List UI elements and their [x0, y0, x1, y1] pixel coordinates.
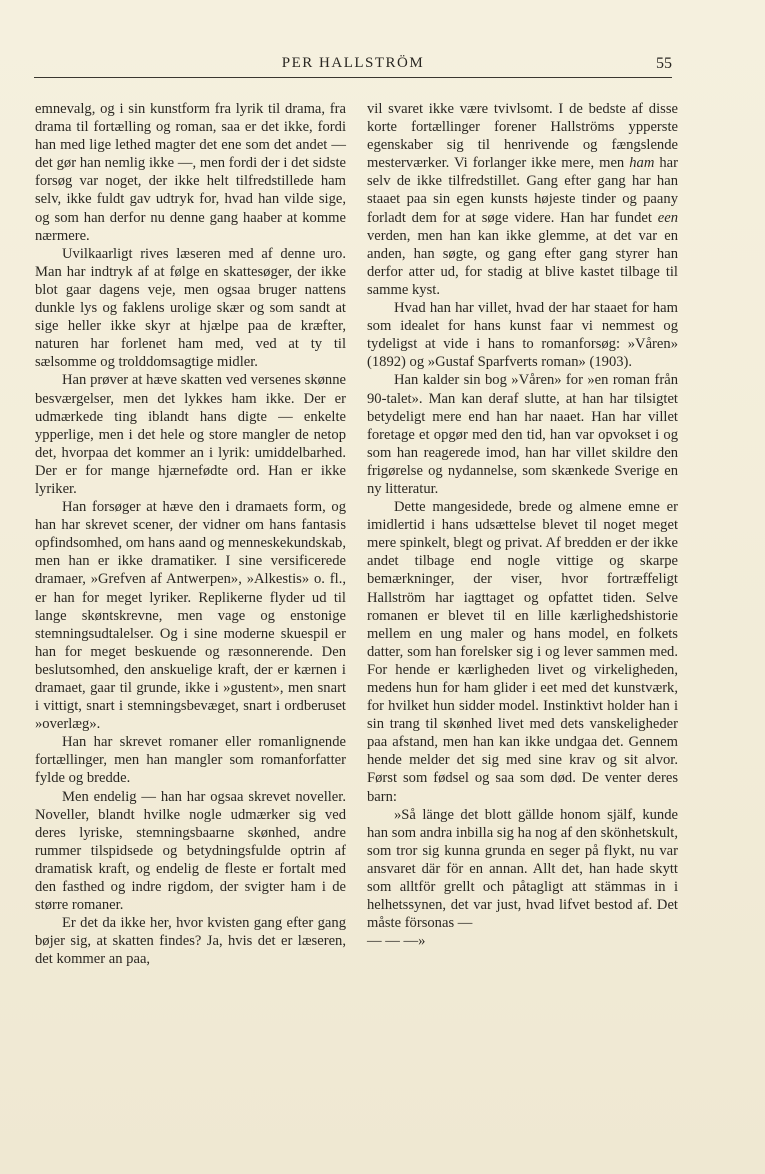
text-run: har selv de ikke tilfredstillet. Gang efter gang har han staaet paa sin egen kunsts højeste tinder og paany forladt dem for at søge videre. Han har fundet [367, 155, 678, 226]
page-number: 55 [656, 55, 672, 72]
italic-text: ham [629, 155, 655, 172]
paragraph: Han har skrevet romaner eller romanlignende fortællinger, men han mangler som romanforfatter fylde og bredde. [35, 734, 346, 787]
text-run: Dette mangesidede, brede og almene emne er imidlertid i hans udsættelse blevet til noget meget mere spinkelt, blegt og privat. Af bredden er der ikke andet tilbage end nogle vittige og skarpe bemærkninger, der viser, hvor fortræffeligt Hallström har iagttaget og opfattet tiden. Selve romanen er blevet til en lille kærlighedshistorie mellem en ung maler og hans model, en folkets datter, som han forelsker sig i og lever sammen med. For hende er kærligheden livet og virkeligheden, medens hun for ham glider i eet med det kunstværk, for hvilket hun sidder model. Instinktivt holder han i sin trang til skønhed livet med dets vanskeligheder paa afstand, men han kan ikke undgaa det. Gennem hende melder det sig med sine krav og sit alvor. Først som fødsel og saa som død. De venter deres barn: [367, 499, 678, 805]
paragraph: Uvilkaarligt rives læseren med af denne uro. Man har indtryk af at følge en skattesøger, der ikke blot gaar dagens veje, men ogsaa bruger nattens dunkle lys og faklens urolige skær og som sandt at sige heller ikke skyr at hjælpe paa de kræfter, naturen har forlenet ham med, ved at ty til sælsomme og trolddomsagtige midler. [35, 245, 346, 371]
paragraph: Men endelig — han har ogsaa skrevet noveller. Noveller, blandt hvilke nogle udmærker sig ved deres lyriske, stemningsbaarne skønhed, andre rummer tilspidsede og betydningsfulde optrin af dramatisk kraft, og endelig de fleste er fortalt med den fasthed og indre rigdom, der svigter ham i de større romaner. [35, 788, 346, 914]
paragraph [367, 932, 678, 950]
text-run: verden, men han kan ikke glemme, at det var en anden, han søgte, og gang efter gang styrer han derfor atter ud, for stadig at blive kastet tilbage til samme kyst. [367, 227, 678, 298]
paragraph [367, 299, 678, 371]
paragraph: Han prøver at hæve skatten ved versenes skønne besværgelser, men det lykkes ham ikke. Der er udmærkede ting iblandt hans digte — enkelte ypperlige, men i det hele og store mangler de netop det, hvorpaa det kommer an i lyrik: umiddelbarhed. Der er for mange hjærnefødte ord. Han er ikke lyriker. [35, 372, 346, 497]
running-title: PER HALLSTRÖM [281, 55, 425, 71]
text-run: Han kalder sin bog »Våren» for »en roman från 90-talet». Man kan deraf slutte, at han har tilsigtet betydeligt mere end han har naaet. Han har villet foretage et opgør med den tid, han var opvokset i og som han reagerede imod, han har villet skildre den frigørelse og nydannelse, som skænkede Sverige en ny litteratur. [367, 372, 678, 497]
paragraph: emnevalg, og i sin kunstform fra lyrik til drama, fra drama til fortælling og roman, saa er det ikke, fordi han med lige lethed magter det ene som det andet — det gør han nemlig ikke —, men fordi der i det sidste forsøg var noget, der ikke helt tilfredstillede ham selv, ikke fuldt gav udtryk for, hvad han vilde sige, og som han derfor nu denne gang haaber at komme nærmere. [35, 101, 346, 244]
paragraph [367, 498, 678, 806]
page-header [34, 52, 672, 78]
paragraph [367, 806, 678, 933]
header-rule [34, 77, 672, 78]
text-run: vil svaret ikke være tvivlsomt. I de bedste af disse korte fortællinger forener Hallströms ypperste egenskaber sig til henrivende og fængslende mesterværker. Vi forlanger ikke mere, men [367, 101, 678, 172]
left-column [35, 100, 346, 969]
text-run: — — —» [367, 933, 426, 950]
paragraph [367, 371, 678, 498]
right-column [367, 100, 678, 950]
paragraph: Han forsøger at hæve den i dramaets form, og han har skrevet scener, der vidner om hans fantasis opfindsomhed, om hans aand og menneskekundskab, men han er ikke dramatiker. I sine versificerede dramaer, »Grefven af Antwerpen», »Alkestis» o. fl., er han for meget lyriker. Replikerne flyder ud til lange skøntskrevne, men vage og enstonige stemningsudtalelser. Og i sine moderne skuespil er han for meget beskuende og ræsonnerende. Den beslutsomhed, den anskuelige kraft, der er kærnen i dramaet, gaar til grunde, ikke i »gustent», men snart i vittigt, snart i stemningsbevæget, snart i ordberuset »overlæg». [35, 499, 346, 733]
italic-text: een [657, 209, 678, 226]
paragraph: Er det da ikke her, hvor kvisten gang efter gang bøjer sig, at skatten findes? Ja, hvis det er læseren, det kommer an paa, [35, 915, 346, 968]
paragraph [367, 100, 678, 299]
text-run: Hvad han har villet, hvad der har staaet for ham som idealet for hans kunst faar vi nemmest og tydeligst at vide i hans to romanforsøg: »Våren» (1892) og »Gustaf Sparfverts roman» (1903). [367, 300, 678, 371]
text-run: »Så länge det blott gällde honom själf, kunde han som andra inbilla sig ha nog af den skönhetskult, som tror sig kunna grunda en seger på flykt, nu var ansvaret där för en annan. Allt det, han hade skytt som alltför grellt och påtagligt att stämmas in i helhetssynen, det var just, hvad lifvet bestod af. Det måste försonas — [367, 806, 678, 932]
